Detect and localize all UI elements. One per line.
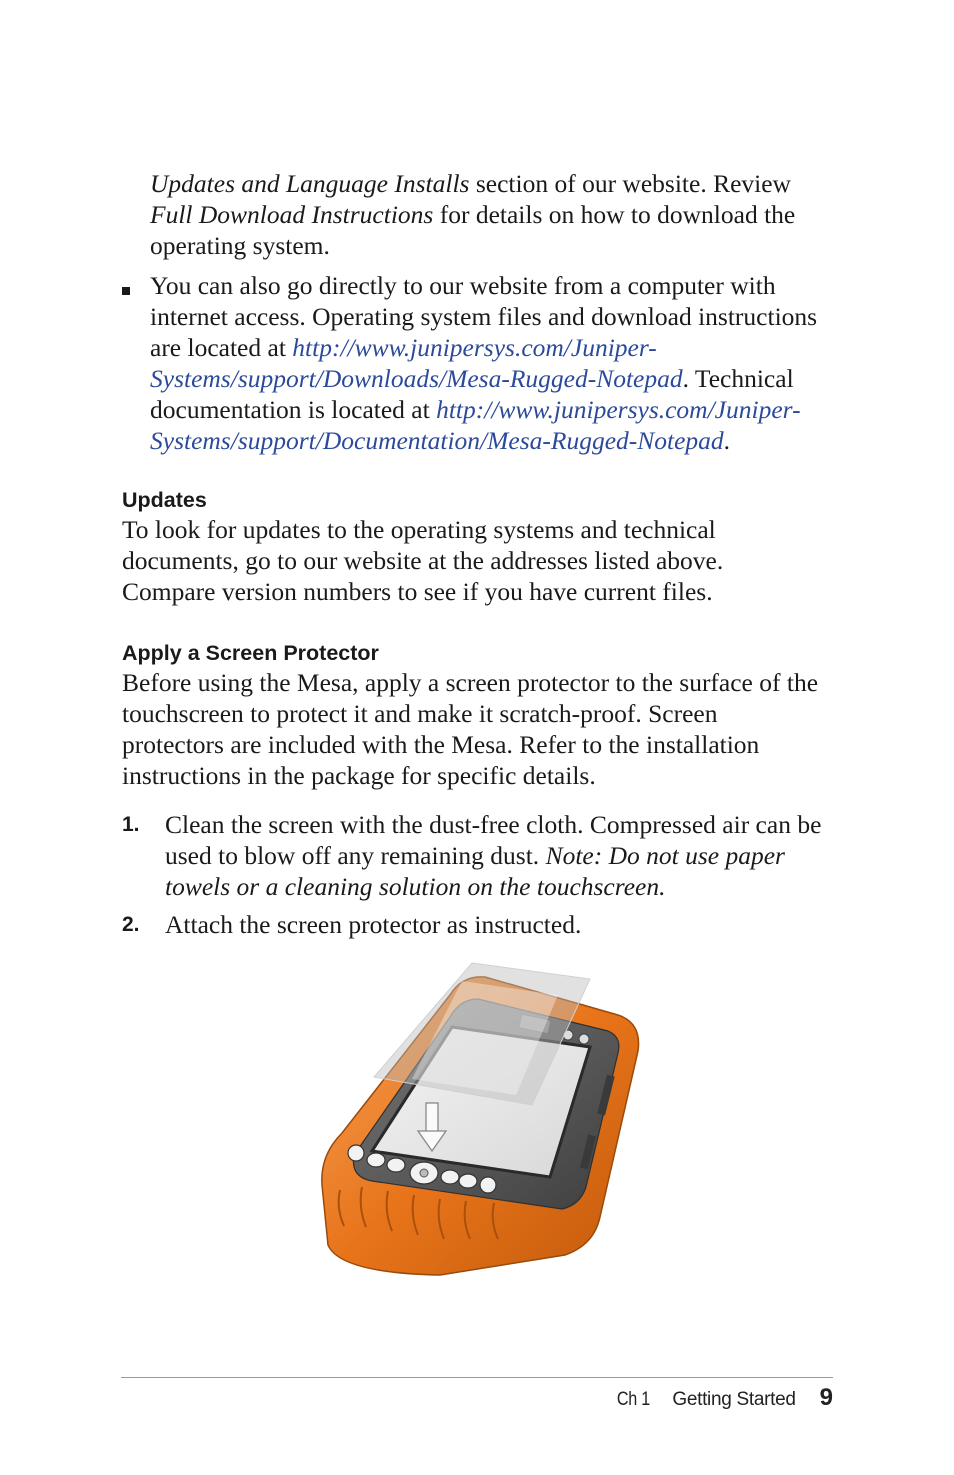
page-footer: [611, 1384, 833, 1418]
minus-button-icon: [367, 1153, 385, 1167]
bullet-text-3: .: [723, 426, 731, 455]
footer-rule: [121, 1377, 833, 1378]
protector-section: [122, 639, 822, 791]
step-2: [165, 909, 825, 940]
step-1: [165, 809, 825, 902]
documentation-link[interactable]: http://www.junipersys.com/Juniper-Systems/support/Documentation/Mesa-Rugged-Notepad: [150, 395, 801, 455]
step-1-text: Clean the screen with the dust-free cloth. Compressed air can be used to blow off any remaining dust.: [165, 810, 822, 870]
page-number: 9: [819, 1384, 833, 1411]
updates-body: To look for updates to the operating systems and technical documents, go to our website at the addresses listed above. Compare version numbers to see if you have current files.: [122, 515, 724, 606]
protector-heading: Apply a Screen Protector: [122, 641, 379, 665]
step-1-number: 1.: [122, 813, 140, 836]
footer-section: Getting Started: [672, 1389, 796, 1410]
step-1-note: Note: Do not use paper towels or a cleaning solution on the touchscreen.: [165, 841, 785, 901]
bullet-marker: [122, 276, 134, 295]
ok-button-icon: [441, 1170, 459, 1184]
window-button-icon: [387, 1158, 405, 1172]
bullet-text-2: . Technical documentation is located at: [150, 364, 794, 424]
protector-body: Before using the Mesa, apply a screen protector to the surface of the touchscreen to protect it and make it scratch-proof. Screen protectors are included with the Mesa. Refer to the installation instructions in the package for specific details.: [122, 668, 819, 790]
intro-text-1: section of our website. Review: [469, 169, 791, 198]
website-bullet: [150, 270, 840, 456]
power-button-icon: [480, 1177, 496, 1193]
updates-section: [122, 486, 822, 607]
step-2-number: 2.: [122, 913, 140, 936]
intro-italic-2: Full Download Instructions: [150, 200, 434, 229]
step-2-text: Attach the screen protector as instructed.: [165, 910, 582, 939]
home-button-icon: [348, 1145, 364, 1161]
enter-button-icon: [459, 1174, 477, 1188]
keypad-light-icon: [579, 1034, 589, 1044]
updates-heading: Updates: [122, 488, 207, 512]
intro-text-2: for details on how to download the operating system.: [150, 200, 796, 260]
footer-chapter: Ch 1: [617, 1389, 651, 1410]
intro-italic-1: Updates and Language Installs: [150, 169, 470, 198]
downloads-link[interactable]: http://www.junipersys.com/Juniper-Systems/support/Downloads/Mesa-Rugged-Notepad: [150, 333, 683, 393]
bullet-text-1: You can also go directly to our website from a computer with internet access. Operating system files and download instructions are located at: [150, 271, 818, 362]
mesa-screen-protector-illustration: [300, 955, 660, 1285]
intro-paragraph: [150, 168, 830, 261]
